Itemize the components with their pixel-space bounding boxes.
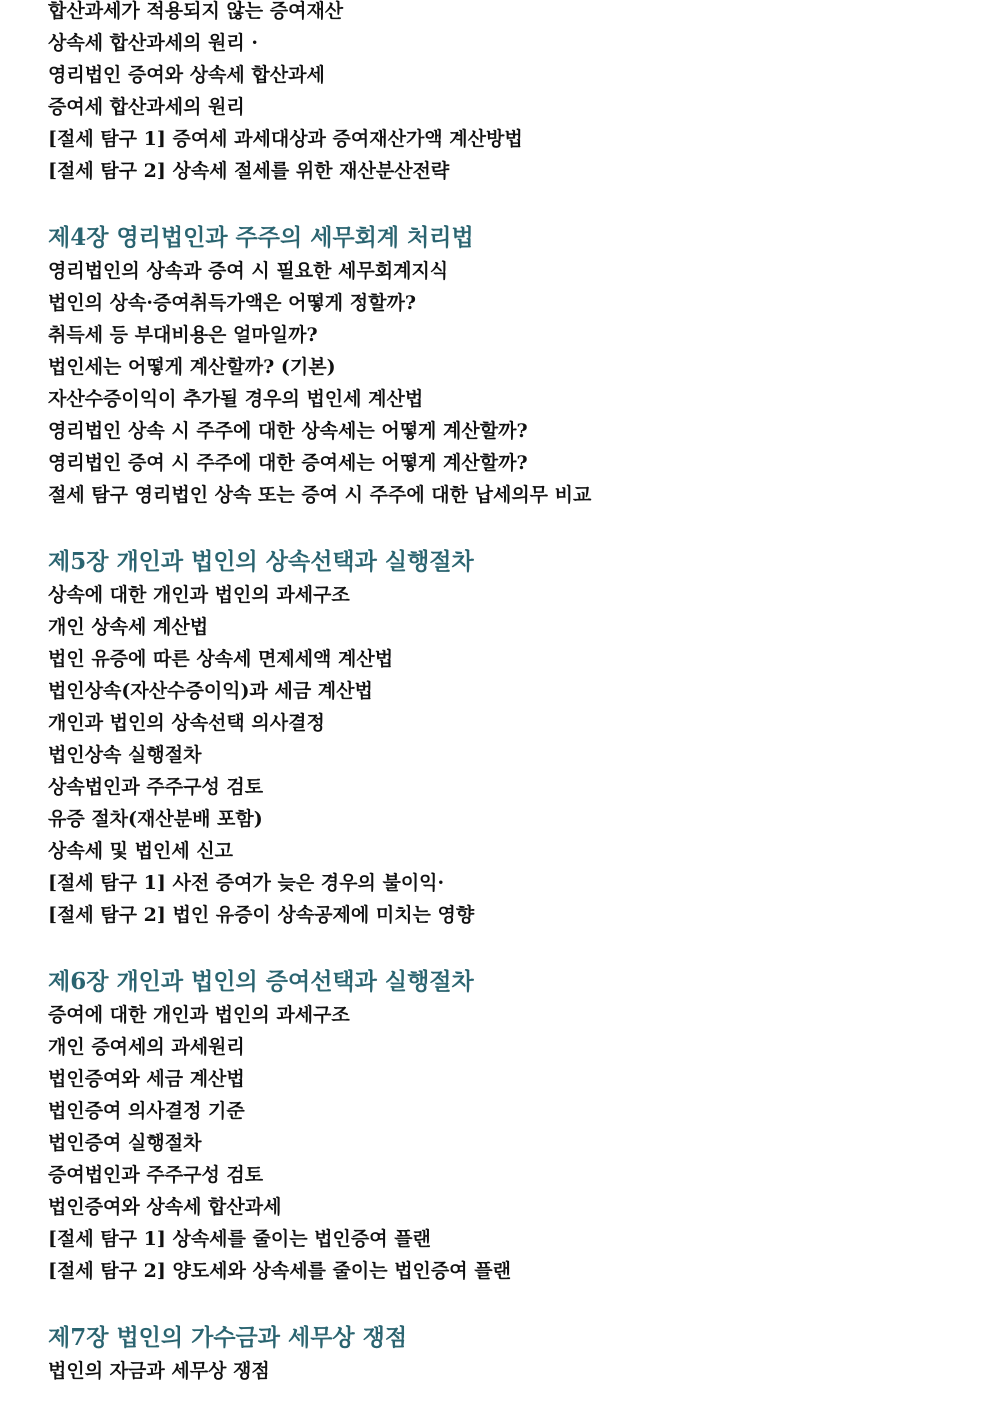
chapter-title: 제4장 영리법인과 주주의 세무회계 처리법	[48, 224, 474, 251]
list-item: 개인 증여세의 과세원리	[48, 1036, 245, 1058]
list-item: 법인증여와 상속세 합산과세	[48, 1196, 282, 1218]
list-item: 증여에 대한 개인과 법인의 과세구조	[48, 1004, 350, 1026]
list-item: 법인의 자금과 세무상 쟁점	[48, 1360, 270, 1382]
list-item: 합산과세가 적용되지 않는 증여재산	[48, 0, 344, 22]
list-item: 영리법인의 상속과 증여 시 필요한 세무회계지식	[48, 260, 449, 282]
list-item: 법인증여 실행절차	[48, 1132, 202, 1154]
list-item: 상속세 및 법인세 신고	[48, 840, 234, 862]
list-item: 개인 상속세 계산법	[48, 616, 209, 638]
section-chapter-6	[48, 968, 962, 1292]
list-item: [절세 탐구 1] 사전 증여가 늦은 경우의 불이익·	[48, 872, 445, 894]
section-chapter-4	[48, 224, 962, 516]
list-item: 절세 탐구 영리법인 상속 또는 증여 시 주주에 대한 납세의무 비교	[48, 484, 592, 506]
list-item: 상속세 합산과세의 원리 ·	[48, 32, 258, 54]
list-item: 유증 절차(재산분배 포함)	[48, 808, 263, 830]
list-item: 법인의 상속·증여취득가액은 어떻게 정할까?	[48, 292, 416, 314]
chapter-title: 제5장 개인과 법인의 상속선택과 실행절차	[48, 548, 474, 575]
list-item: [절세 탐구 2] 법인 유증이 상속공제에 미치는 영향	[48, 904, 475, 926]
list-item: 법인세는 어떻게 계산할까? (기본)	[48, 356, 336, 378]
list-item: 법인상속(자산수증이익)과 세금 계산법	[48, 680, 373, 702]
list-item: 상속에 대한 개인과 법인의 과세구조	[48, 584, 350, 606]
table-of-contents	[48, 0, 962, 1392]
section-chapter-7	[48, 1324, 962, 1392]
list-item: 취득세 등 부대비용은 얼마일까?	[48, 324, 318, 346]
list-item: [절세 탐구 1] 증여세 과세대상과 증여재산가액 계산방법	[48, 128, 523, 150]
list-item: 영리법인 증여 시 주주에 대한 증여세는 어떻게 계산할까?	[48, 452, 528, 474]
chapter-title: 제7장 법인의 가수금과 세무상 쟁점	[48, 1324, 408, 1351]
list-item: 법인증여와 세금 계산법	[48, 1068, 245, 1090]
list-item: 법인상속 실행절차	[48, 744, 202, 766]
list-item: 증여세 합산과세의 원리	[48, 96, 245, 118]
list-item: 영리법인 증여와 상속세 합산과세	[48, 64, 325, 86]
section-chapter-3-tail	[48, 0, 962, 192]
list-item: 상속법인과 주주구성 검토	[48, 776, 264, 798]
list-item: 영리법인 상속 시 주주에 대한 상속세는 어떻게 계산할까?	[48, 420, 528, 442]
list-item: 자산수증이익이 추가될 경우의 법인세 계산법	[48, 388, 424, 410]
list-item: 증여법인과 주주구성 검토	[48, 1164, 264, 1186]
list-item: [절세 탐구 2] 상속세 절세를 위한 재산분산전략	[48, 160, 450, 182]
list-item: 법인증여 의사결정 기준	[48, 1100, 245, 1122]
list-item: 개인과 법인의 상속선택 의사결정	[48, 712, 325, 734]
chapter-title: 제6장 개인과 법인의 증여선택과 실행절차	[48, 968, 474, 995]
section-chapter-5	[48, 548, 962, 936]
list-item: 법인 유증에 따른 상속세 면제세액 계산법	[48, 648, 394, 670]
list-item: [절세 탐구 1] 상속세를 줄이는 법인증여 플랜	[48, 1228, 431, 1250]
list-item: [절세 탐구 2] 양도세와 상속세를 줄이는 법인증여 플랜	[48, 1260, 511, 1282]
